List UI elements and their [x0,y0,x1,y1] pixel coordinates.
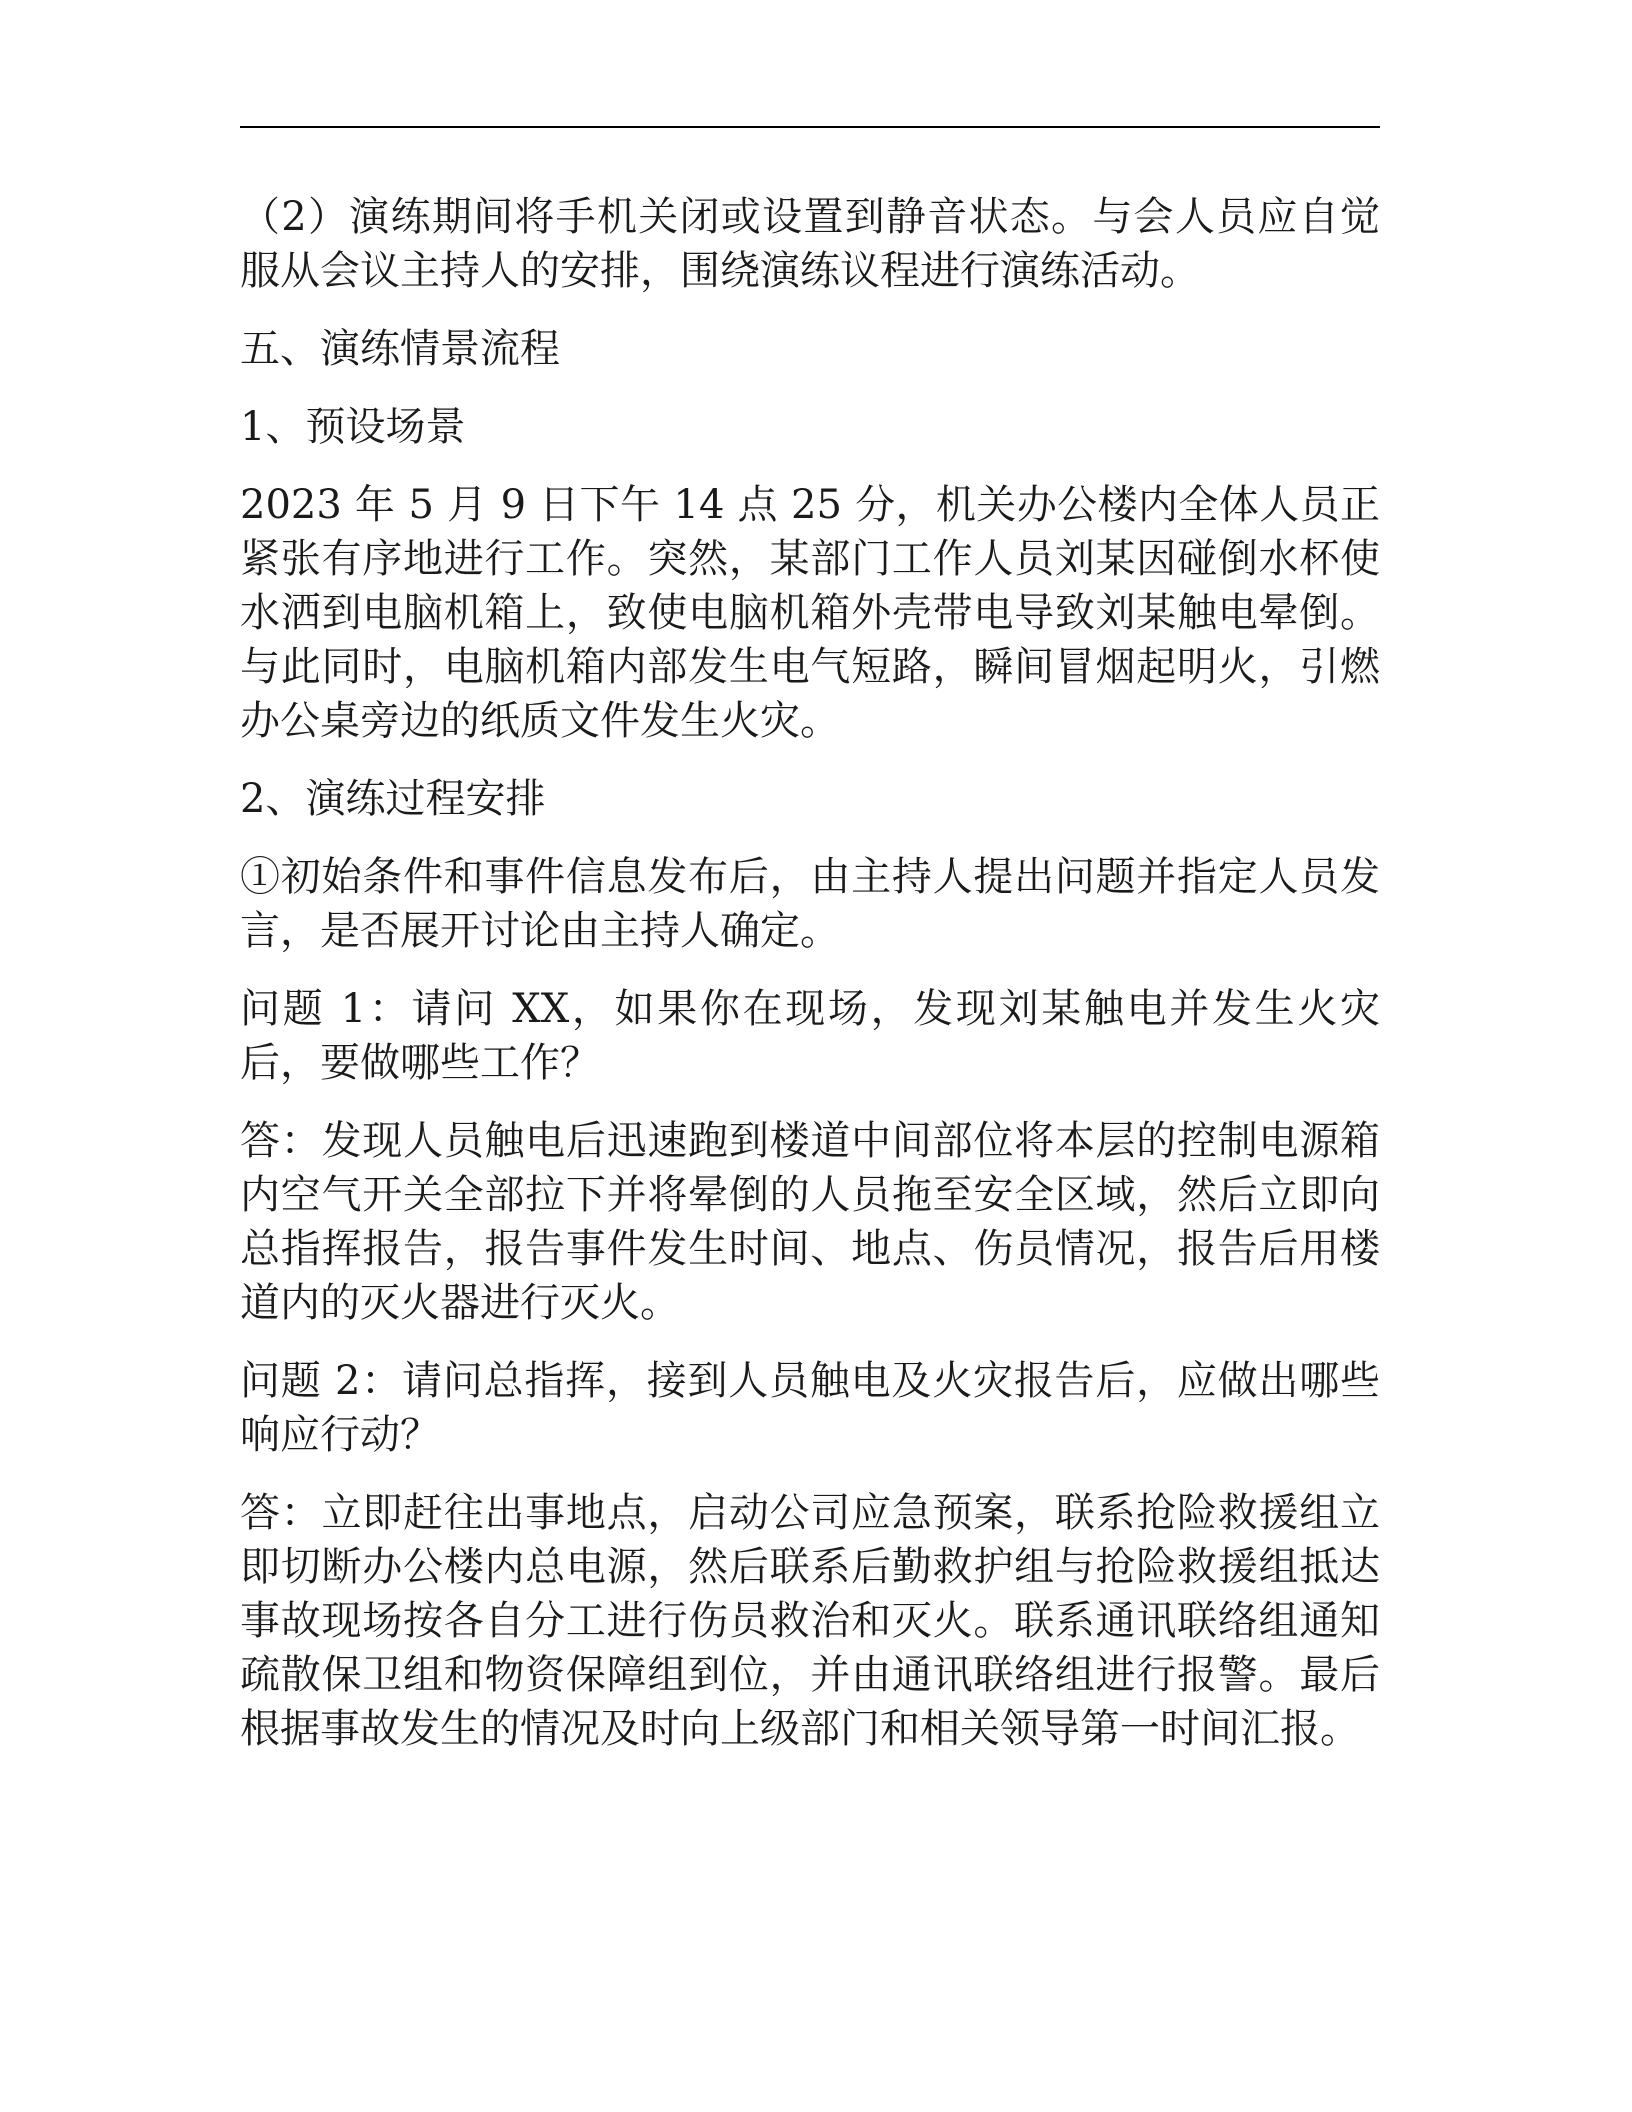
paragraph-phone-rules: （2）演练期间将手机关闭或设置到静音状态。与会人员应自觉服从会议主持人的安排，围绕演练议程进行演练活动。 [240,194,1380,294]
question-1: 问题 1：请问 XX，如果你在现场，发现刘某触电并发生火灾后，要做哪些工作？ [240,986,1380,1086]
answer-1: 答：发现人员触电后迅速跑到楼道中间部位将本层的控制电源箱内空气开关全部拉下并将晕倒的人员拖至安全区域，然后立即向总指挥报告，报告事件发生时间、地点、伤员情况，报告后用楼道内的灭火器进行灭火。 [240,1118,1380,1326]
paragraph-process-step-1: ①初始条件和事件信息发布后，由主持人提出问题并指定人员发言，是否展开讨论由主持人确定。 [240,854,1380,954]
subheading-drill-process: 2、演练过程安排 [240,776,546,822]
subheading-preset-scene: 1、预设场景 [240,404,466,450]
paragraph-scene-description: 2023 年 5 月 9 日下午 14 点 25 分，机关办公楼内全体人员正紧张有序地进行工作。突然，某部门工作人员刘某因碰倒水杯使水洒到电脑机箱上，致使电脑机箱外壳带电导致刘某触电晕倒。与此同时，电脑机箱内部发生电气短路，瞬间冒烟起明火，引燃办公桌旁边的纸质文件发生火灾。 [240,482,1380,744]
header-rule [240,126,1380,128]
document-body [240,190,1380,1780]
answer-2: 答：立即赶往出事地点，启动公司应急预案，联系抢险救援组立即切断办公楼内总电源，然后联系后勤救护组与抢险救援组抵达事故现场按各自分工进行伤员救治和灭火。联系通讯联络组通知疏散保卫组和物资保障组到位，并由通讯联络组进行报警。最后根据事故发生的情况及时向上级部门和相关领导第一时间汇报。 [240,1490,1380,1752]
section-heading-drill-scenario: 五、演练情景流程 [240,326,560,372]
question-2: 问题 2：请问总指挥，接到人员触电及火灾报告后，应做出哪些响应行动？ [240,1358,1380,1458]
